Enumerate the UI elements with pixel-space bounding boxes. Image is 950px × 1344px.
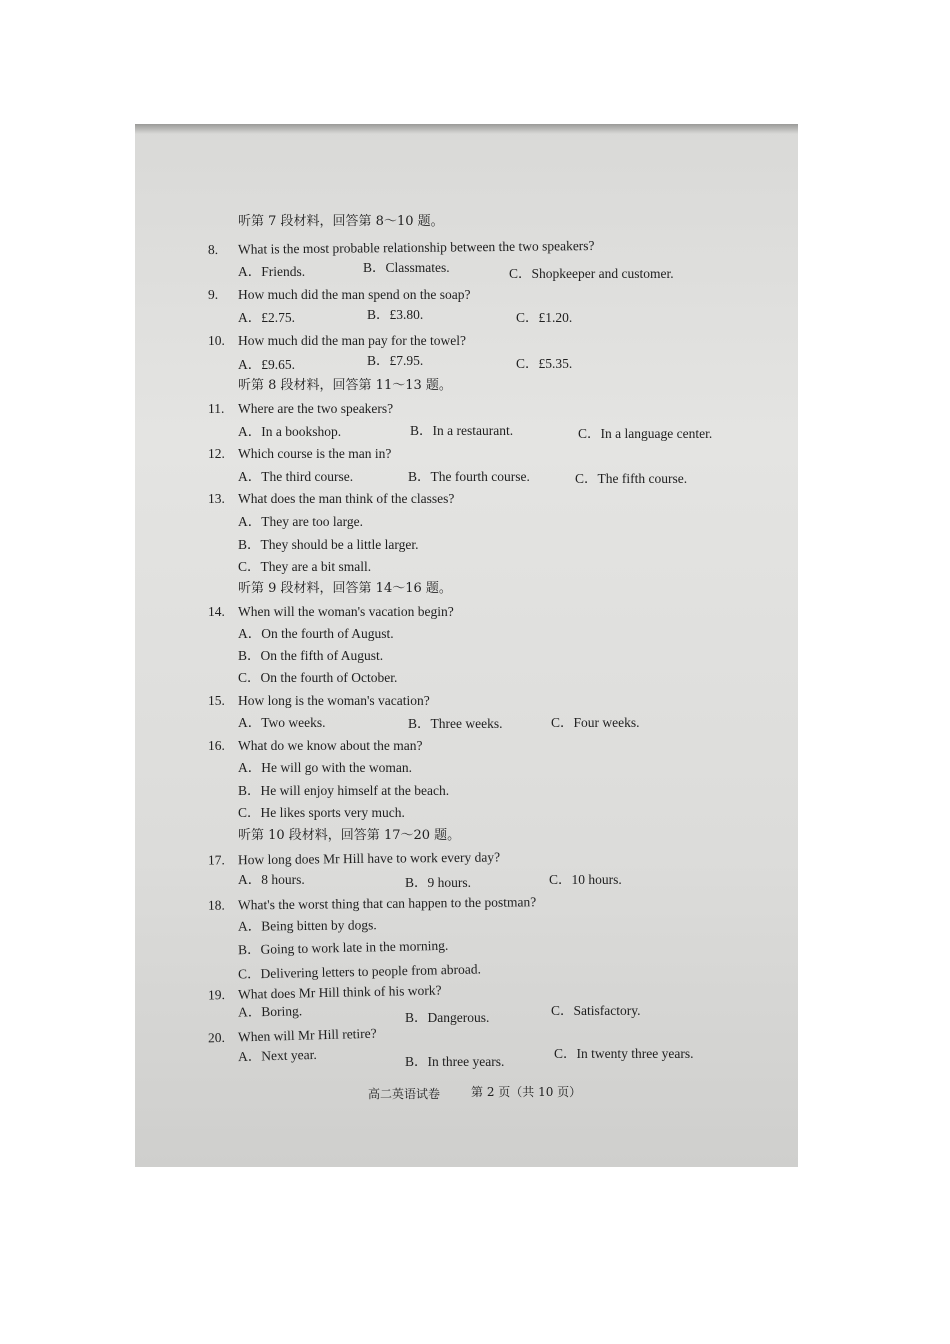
option-13a: A．They are too large. [238,514,363,529]
option-16b: B．He will enjoy himself at the beach. [238,783,450,798]
question-11 [208,401,393,417]
question-text: How much did the man spend on the soap? [238,287,471,302]
question-text: What does Mr Hill think of his work? [237,982,442,1002]
option-14b: B．On the fifth of August. [238,648,384,663]
section-heading-7: 听第 7 段材料，回答第 8～10 题。 [238,214,444,229]
question-9 [208,287,470,303]
option-19b: B．Dangerous. [405,1010,490,1025]
option-20c: C．In twenty three years. [554,1046,694,1061]
option-19c: C．Satisfactory. [551,1003,641,1018]
option-15a: A．Two weeks. [238,715,326,730]
question-19 [208,983,442,1004]
question-13 [208,491,454,507]
section-heading-10: 听第 10 段材料，回答第 17～20 题。 [238,828,461,843]
option-16a: A．He will go with the woman. [238,760,412,775]
question-number: 15. [208,693,225,708]
question-number: 20. [207,1029,226,1046]
option-9c: C．£1.20. [516,310,573,325]
option-8c: C．Shopkeeper and customer. [509,266,674,281]
photographed-page [135,124,798,1167]
question-15 [208,693,430,709]
section-heading-8: 听第 8 段材料，回答第 11～13 题。 [238,378,452,393]
option-18b: B．Going to work late in the morning. [237,937,449,958]
question-8 [208,238,595,258]
option-9a: A．£2.75. [238,310,295,325]
option-18a: A．Being bitten by dogs. [237,917,377,934]
question-number: 12. [208,446,225,461]
question-text: How much did the man pay for the towel? [238,333,466,348]
question-10 [208,333,466,349]
question-text: How long is the woman's vacation? [238,693,430,708]
option-14a: A．On the fourth of August. [238,626,394,641]
question-text: When will Mr Hill retire? [237,1025,377,1045]
question-text: What does the man think of the classes? [238,491,455,506]
option-12b: B．The fourth course. [408,469,530,484]
option-17c: C．10 hours. [549,872,622,887]
footer-subject: 高二英语试卷 [368,1087,441,1101]
option-9b: B．£3.80. [367,307,424,322]
question-text: Where are the two speakers? [238,401,394,416]
option-15b: B．Three weeks. [408,716,503,731]
question-number: 11. [208,401,225,416]
option-17b: B．9 hours. [405,875,472,890]
question-12 [208,446,391,462]
option-12a: A．The third course. [238,469,354,484]
option-12c: C．The fifth course. [575,471,688,486]
exam-sheet [135,124,798,1167]
option-11a: A．In a bookshop. [238,424,342,439]
question-number: 19. [207,987,226,1003]
question-17 [208,849,500,868]
option-16c: C．He likes sports very much. [238,805,405,820]
question-number: 8. [207,241,219,258]
question-text: What do we know about the man? [238,738,423,753]
option-8b: B．Classmates. [363,260,450,275]
option-13c: C．They are a bit small. [238,559,372,574]
option-11c: C．In a language center. [578,426,713,441]
option-10b: B．£7.95. [367,353,424,368]
section-heading-9: 听第 9 段材料，回答第 14～16 题。 [238,581,452,596]
option-18c: C．Delivering letters to people from abroad. [237,961,482,982]
option-14c: C．On the fourth of October. [238,670,398,685]
question-text: Which course is the man in? [238,446,392,461]
question-text: What is the most probable relationship between the two speakers? [237,237,595,257]
question-number: 18. [207,897,225,913]
option-11b: B．In a restaurant. [410,423,514,438]
option-19a: A．Boring. [237,1003,303,1020]
question-number: 17. [207,852,225,868]
question-number: 14. [208,604,225,619]
question-text: When will the woman's vacation begin? [238,604,454,619]
question-number: 13. [208,491,225,506]
option-10c: C．£5.35. [516,356,573,371]
option-13b: B．They should be a little larger. [238,537,419,552]
question-14 [208,604,454,620]
question-20 [208,1026,377,1047]
option-8a: A．Friends. [238,264,306,279]
question-16 [208,738,422,754]
option-20b: B．In three years. [405,1054,505,1069]
question-text: How long does Mr Hill have to work every day? [237,849,501,868]
question-number: 16. [208,738,225,753]
option-20a: A．Next year. [237,1046,317,1065]
footer-page-number: 第 2 页（共 10 页） [471,1085,582,1099]
option-17a: A．8 hours. [238,872,305,887]
question-number: 10. [208,333,225,348]
question-text: What's the worst thing that can happen to the postman? [237,894,537,913]
question-18 [208,894,536,913]
option-15c: C．Four weeks. [551,715,640,730]
option-10a: A．£9.65. [238,357,295,372]
question-number: 9. [208,287,219,302]
